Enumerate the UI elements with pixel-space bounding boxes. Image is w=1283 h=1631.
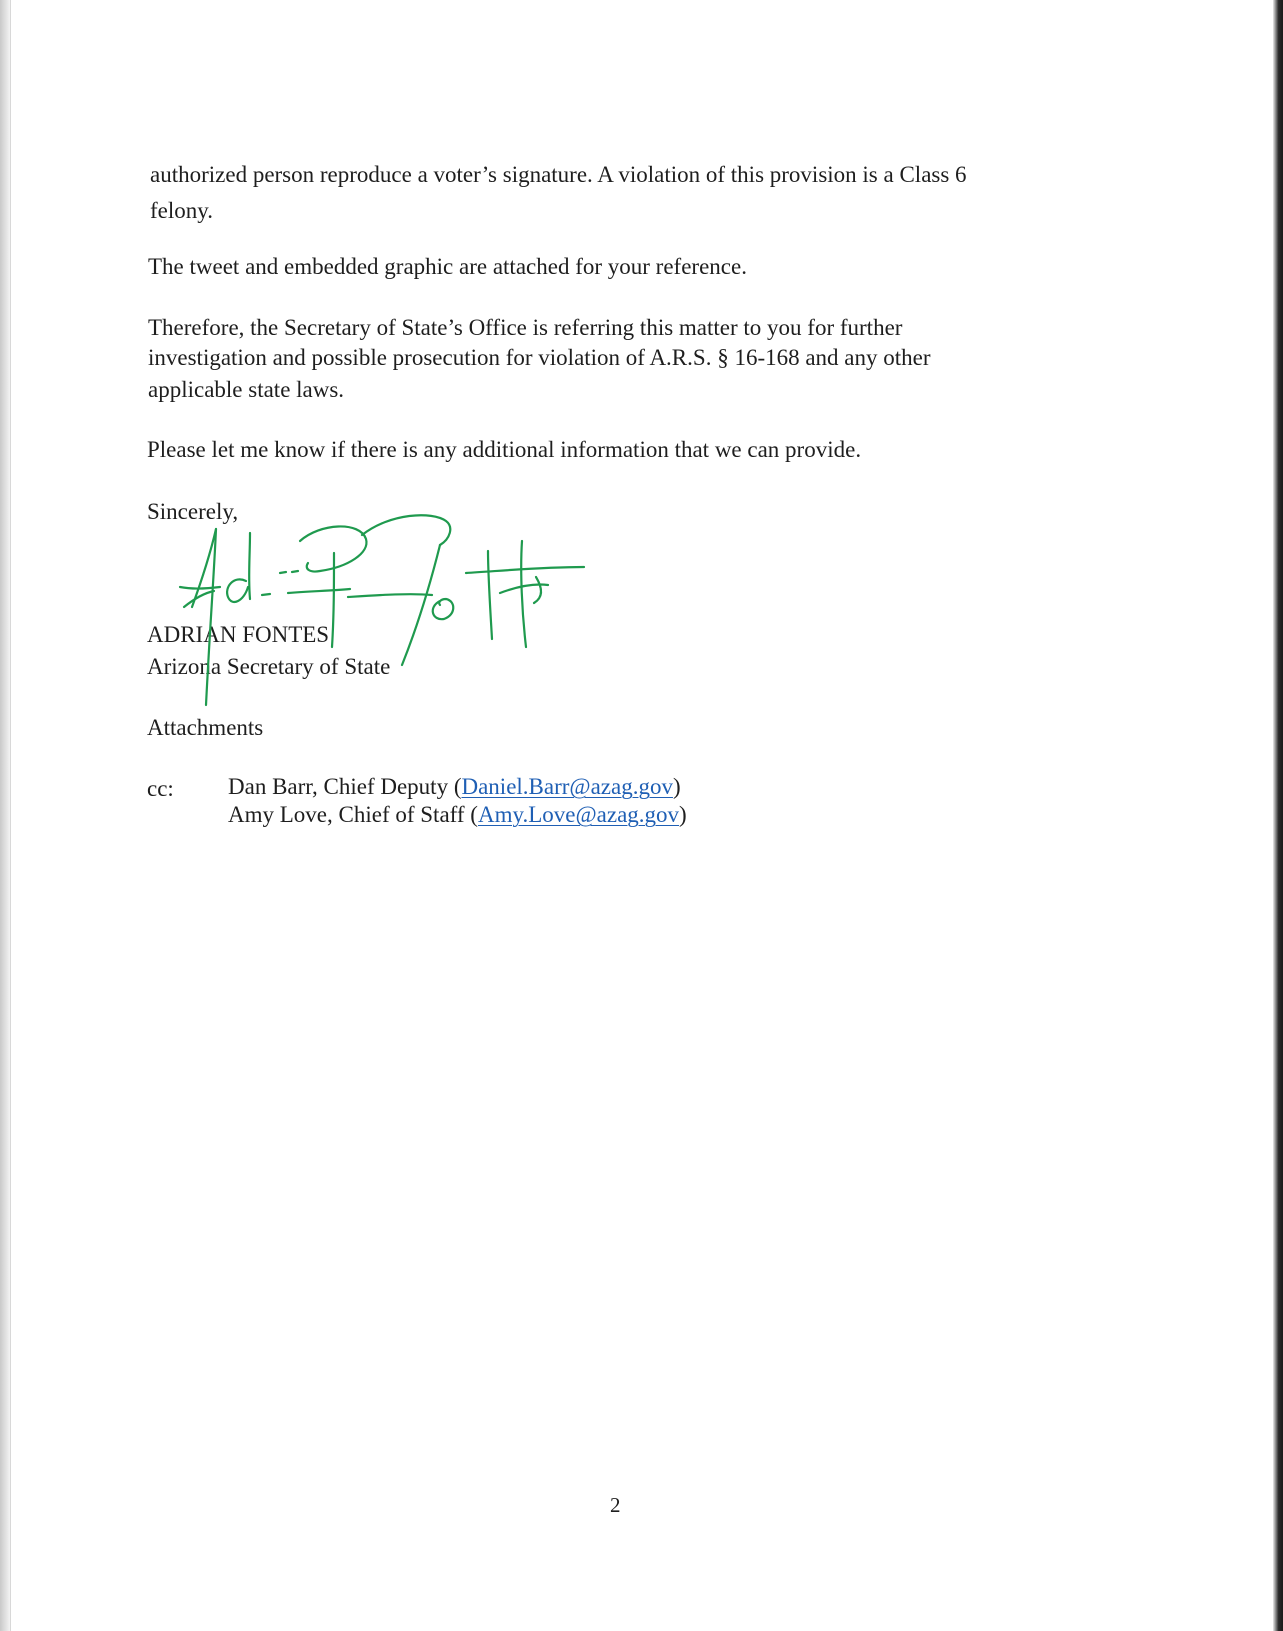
cc-recipient-1-prefix: Dan Barr, Chief Deputy ( — [228, 774, 462, 799]
handwritten-signature — [170, 515, 620, 730]
signature-strokes — [180, 515, 584, 705]
attachment-note: The tweet and embedded graphic are attached for your reference. — [148, 254, 747, 279]
scan-right-edge — [1273, 0, 1283, 1631]
closing-salutation: Sincerely, — [147, 499, 239, 524]
letter-page — [10, 0, 1273, 1631]
page-number: 2 — [610, 1493, 621, 1517]
referral-line-2: investigation and possible prosecution for violation of A.R.S. § 16-168 and any other — [148, 345, 931, 370]
scan-left-edge — [0, 0, 10, 1631]
email-link-amy-love[interactable]: Amy.Love@azag.gov — [477, 802, 680, 827]
cc-recipient-2 — [228, 803, 687, 826]
cc-recipient-1-suffix: ) — [672, 774, 681, 799]
referral-line-3: applicable state laws. — [148, 377, 345, 402]
closing-request: Please let me know if there is any additional information that we can provide. — [147, 437, 862, 462]
signer-name: ADRIAN FONTES — [147, 622, 330, 647]
body-line-1: authorized person reproduce a voter’s signature. A violation of this provision is a Class 6 — [150, 162, 967, 187]
cc-recipient-2-prefix: Amy Love, Chief of Staff ( — [228, 802, 478, 827]
signer-title: Arizona Secretary of State — [147, 654, 391, 679]
cc-recipient-2-suffix: ) — [679, 802, 687, 827]
body-line-2: felony. — [150, 198, 214, 223]
attachments-label: Attachments — [147, 715, 264, 740]
cc-recipient-1 — [228, 775, 681, 798]
email-link-daniel-barr[interactable]: Daniel.Barr@azag.gov — [461, 774, 673, 799]
referral-line-1: Therefore, the Secretary of State’s Office is referring this matter to you for further — [148, 315, 903, 340]
cc-label: cc: — [147, 776, 174, 801]
